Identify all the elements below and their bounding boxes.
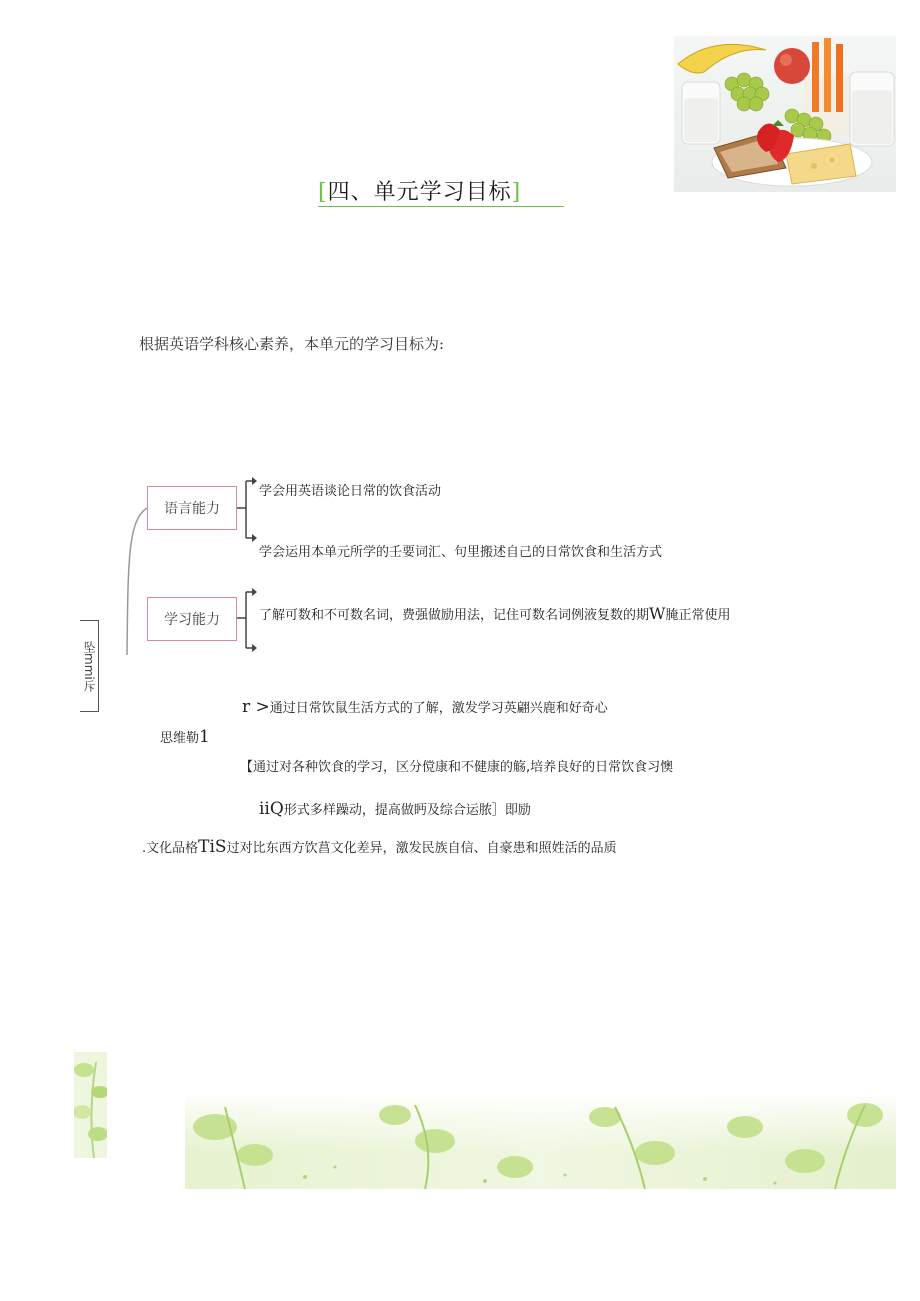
study-ability-box: 学习能力 — [147, 597, 237, 641]
study-item-1-part-b: W — [649, 604, 666, 623]
study-item-1 — [259, 604, 730, 623]
healthy-line: 【通过对各种饮食的学习，区分傥康和不健康的觞,培养良好的日常饮食习懊 — [240, 760, 674, 775]
thinking-label: 思维勒 — [160, 731, 200, 746]
culture-mid: TiS — [198, 837, 227, 857]
leaf-decoration — [74, 1052, 107, 1158]
culture-text: 过对比东西方饮菖文化差异，激发民族自信、自豪患和照姓活的品质 — [226, 841, 617, 856]
language-item-1: 学会用英语谈论日常的饮食活动 — [259, 484, 442, 499]
leaf-banner-decoration — [185, 1097, 896, 1189]
leaf-banner-drawing — [185, 1097, 896, 1189]
activity-text: 形式多样躁动，提高做眄及综合运脓］即励 — [283, 803, 531, 818]
language-ability-box: 语言能力 — [147, 486, 237, 530]
activity-line — [259, 799, 531, 819]
study-item-1-part-c: 腌正常使用 — [665, 608, 731, 623]
title-left-bracket: [ — [318, 180, 328, 205]
title-right-bracket: ] — [511, 180, 522, 205]
thinking-prefix: r > — [242, 697, 270, 717]
intro-text: 根据英语学科核心素养，本单元的学习目标为: — [139, 335, 445, 353]
activity-prefix: iiQ — [259, 799, 284, 819]
culture-line — [142, 837, 617, 857]
language-item-2: 学会运用本单元所学的壬要词汇、句里搬述自己的日常饮食和生活方式 — [259, 545, 663, 560]
side-tag: 坠mmi斥 — [80, 620, 99, 712]
leaf-decoration-drawing — [74, 1052, 107, 1158]
thinking-num: 1 — [199, 727, 210, 747]
thinking-label-line — [160, 727, 210, 747]
culture-label: .文化品格 — [142, 841, 199, 856]
thinking-text: 通过日常饮鼠生活方式的了解，激发学习英翩兴鹿和好奇心 — [269, 701, 608, 716]
thinking-line — [242, 697, 608, 717]
title-label: 四、单元学习目标 — [327, 180, 512, 205]
study-item-1-part-a: 了解可数和不可数名词，费强做励用法，记住可数名词例液复数的期 — [259, 608, 650, 623]
